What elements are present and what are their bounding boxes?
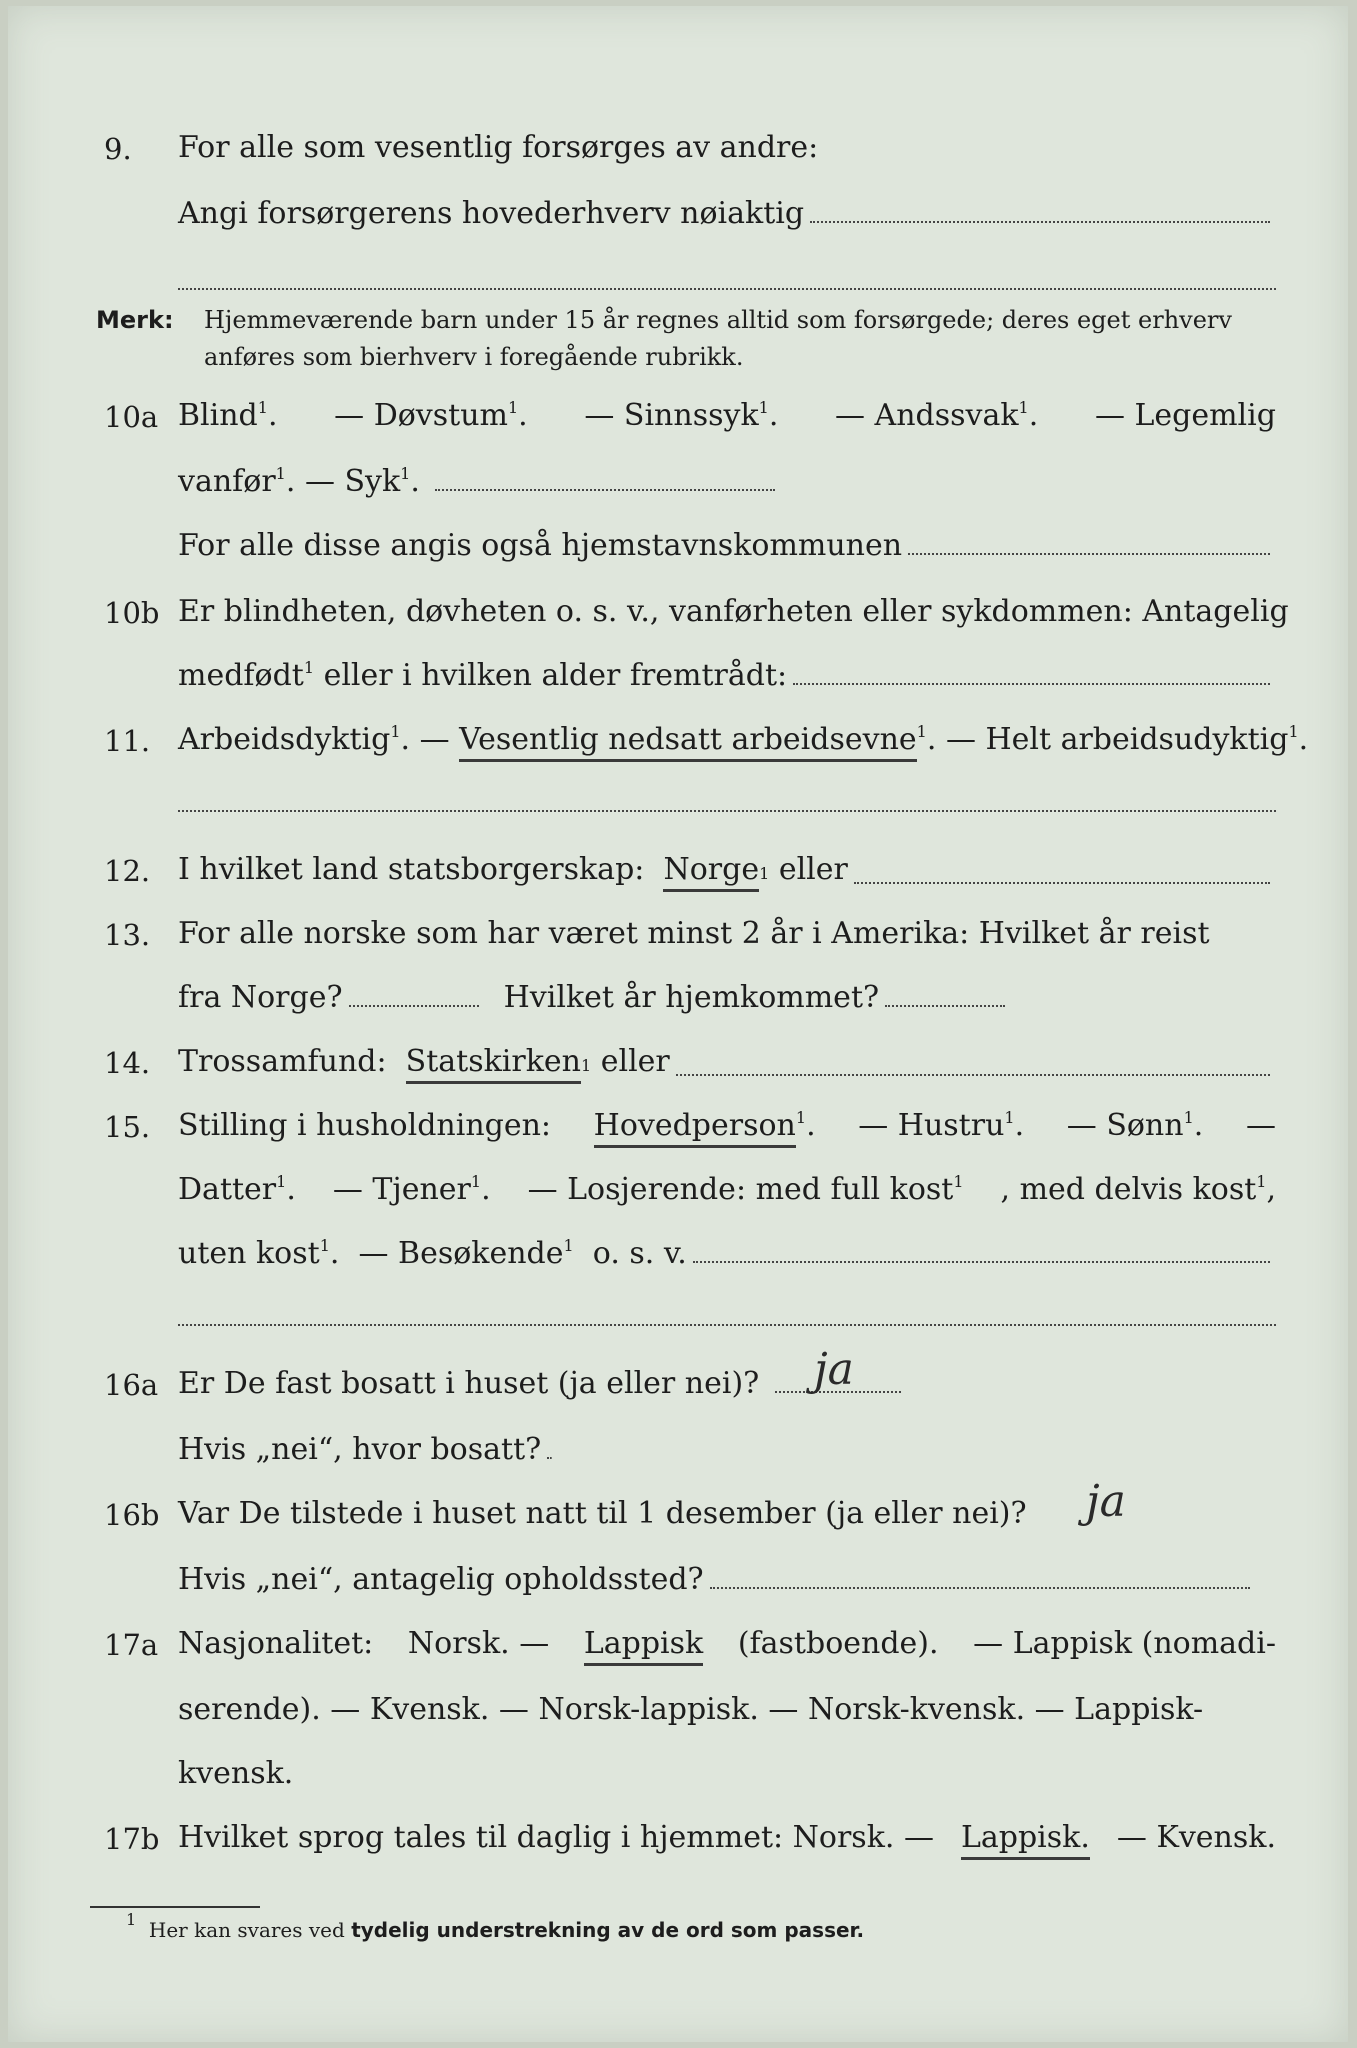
q11-dash: — — [419, 722, 460, 757]
q17a-number: 17a — [104, 1628, 159, 1662]
q10a-option-dovstum[interactable]: — Døvstum$^1$. — [334, 398, 528, 433]
q16b-line2 — [178, 1562, 1256, 1597]
q12-answer-blank[interactable] — [854, 882, 1270, 884]
census-form-page — [8, 6, 1348, 2042]
q15-text: Stilling i husholdningen: — [178, 1108, 552, 1143]
q12-eller: eller — [778, 852, 848, 887]
merk-line1: Hjemmeværende barn under 15 år regnes alltid som forsørgede; deres eget erhverv — [204, 306, 1232, 334]
q15-option-delvis-kost[interactable]: , med delvis kost$^1$, — [1000, 1172, 1276, 1207]
q10b-line2-text: eller i hvilken alder fremtrådt: — [323, 658, 788, 693]
q13-hjemkommet-blank[interactable] — [885, 1005, 1005, 1007]
q17b-number: 17b — [104, 1822, 160, 1856]
q14-answer-blank[interactable] — [676, 1074, 1270, 1076]
footnote-text: Her kan svares ved — [148, 1918, 345, 1942]
q13-reist-label: fra Norge? — [178, 980, 343, 1015]
q9-answer-blank[interactable] — [810, 221, 1270, 223]
q13-line2 — [178, 980, 1011, 1015]
q11-answer-blank[interactable] — [178, 810, 1276, 812]
q15-line3 — [178, 1236, 1276, 1271]
q17b-option-kvensk[interactable]: — Kvensk. — [1116, 1820, 1276, 1855]
q15-osv: o. s. v. — [592, 1236, 687, 1271]
q17b-line — [178, 1820, 1276, 1860]
q16a-line2 — [178, 1432, 558, 1467]
q15-dash: — — [1245, 1108, 1276, 1143]
q11-option-nedsatt[interactable]: Vesentlig nedsatt arbeidsevne — [459, 722, 917, 762]
q10a-line3-text: For alle disse angis også hjemstavnskommunen — [178, 528, 903, 563]
q16a-answer-handwritten[interactable]: ja — [814, 1344, 854, 1395]
q10a-option-andssvak[interactable]: — Andssvak$^1$. — [835, 398, 1039, 433]
q16a-followup-text: Hvis „nei“, hvor bosatt? — [178, 1432, 542, 1467]
q14-option-statskirken[interactable]: Statskirken — [406, 1044, 581, 1084]
q10a-option-syk[interactable]: — Syk$^1$. — [304, 464, 420, 499]
merk-label: Merk: — [96, 306, 174, 334]
q17a-text: Nasjonalitet: — [178, 1626, 374, 1661]
q14-line: Trossamfund: Statskirken 1 eller — [178, 1044, 1276, 1084]
q15-option-uten-kost[interactable]: uten kost$^1$. — [178, 1236, 340, 1271]
q12-text: I hvilket land statsborgerskap: — [178, 852, 645, 887]
q15-option-tjener[interactable]: — Tjener$^1$. — [332, 1172, 491, 1207]
q10a-line2 — [178, 464, 781, 499]
q10a-hometown-blank[interactable] — [908, 553, 1270, 555]
q10b-option-medfodt[interactable]: medfødt$^1$ — [178, 658, 315, 693]
q9-line2 — [178, 196, 1276, 231]
q15-option-sonn[interactable]: — Sønn$^1$. — [1066, 1108, 1204, 1143]
q15-option-datter[interactable]: Datter$^1$. — [178, 1172, 296, 1207]
q17a-line3[interactable]: kvensk. — [178, 1756, 294, 1791]
q17b-text: Hvilket sprog tales til daglig i hjemmet: Norsk. — — [178, 1820, 934, 1855]
q9-line1: For alle som vesentlig forsørges av andre: — [178, 130, 819, 165]
q16b-answer-handwritten[interactable]: ja — [1086, 1476, 1126, 1527]
q15-answer-blank-2[interactable] — [178, 1324, 1276, 1326]
footnote-bold-text: tydelig understrekning av de ord som passer. — [351, 1918, 865, 1942]
q9-number: 9. — [104, 132, 132, 166]
q11-line: Arbeidsdyktig$^1$. — Vesentlig nedsatt arbeidsevne$^1$. — Helt arbeidsudyktig$^1$. — [178, 722, 1276, 757]
q10a-answer-blank[interactable] — [435, 489, 775, 491]
q10a-line3 — [178, 528, 1276, 563]
q9-answer-blank-2[interactable] — [178, 288, 1276, 290]
q12-number: 12. — [104, 854, 151, 888]
q11-option-udyktig[interactable]: — Helt arbeidsudyktig$^1$. — [945, 722, 1309, 757]
q9-line2-text: Angi forsørgerens hovederhverv nøiaktig — [178, 196, 805, 231]
q17a-option-lappisk-nomadiserende[interactable]: — Lappisk (nomadi- — [973, 1626, 1276, 1661]
q16a-line1 — [178, 1344, 907, 1401]
q16b-followup-blank[interactable] — [710, 1587, 1250, 1589]
q13-reist-blank[interactable] — [349, 1005, 479, 1007]
footnote-mark: 1 — [126, 1910, 137, 1929]
q13-hjemkommet-label: Hvilket år hjemkommet? — [503, 980, 880, 1015]
q10b-number: 10b — [104, 596, 160, 630]
footnote — [126, 1910, 865, 1942]
q16a-followup-blank[interactable] — [547, 1457, 552, 1459]
q16b-followup-text: Hvis „nei“, antagelig opholdssted? — [178, 1562, 704, 1597]
q15-answer-blank[interactable] — [693, 1261, 1270, 1263]
q13-line1: For alle norske som har været minst 2 år i Amerika: Hvilket år reist — [178, 916, 1210, 951]
q15-option-hustru[interactable]: — Hustru$^1$. — [858, 1108, 1025, 1143]
q10a-number: 10a — [104, 400, 159, 434]
q17b-option-lappisk[interactable]: Lappisk. — [961, 1820, 1090, 1860]
q14-eller: eller — [600, 1044, 670, 1079]
footnote-rule — [90, 1906, 260, 1908]
q17a-option-lappisk[interactable]: Lappisk — [584, 1626, 703, 1666]
q10a-option-legemlig[interactable]: — Legemlig — [1094, 398, 1276, 433]
q10b-line1: Er blindheten, døvheten o. s. v., vanførheten eller sykdommen: Antagelig — [178, 594, 1289, 629]
q10a-option-vanfor[interactable]: vanfør$^1$. — [178, 464, 296, 499]
q15-option-besokende[interactable]: — Besøkende$^1$ — [358, 1236, 574, 1271]
q17a-fastboende: (fastboende). — [737, 1626, 939, 1661]
q16b-number: 16b — [104, 1498, 160, 1532]
q17a-line2[interactable]: serende). — Kvensk. — Norsk-lappisk. — Norsk-kvensk. — Lappisk- — [178, 1692, 1204, 1727]
merk-line2: anføres som bierhverv i foregående rubrikk. — [204, 343, 744, 371]
q14-number: 14. — [104, 1046, 151, 1080]
q10b-line2 — [178, 658, 1276, 693]
q12-option-norge[interactable]: Norge — [663, 852, 759, 892]
q13-number: 13. — [104, 918, 151, 952]
q17a-option-norsk[interactable]: Norsk. — — [407, 1626, 550, 1661]
q16b-text: Var De tilstede i huset natt til 1 desember (ja eller nei)? — [178, 1496, 1027, 1531]
q11-option-arbeidsdyktig[interactable]: Arbeidsdyktig$^1$. — [178, 722, 411, 757]
q15-line1 — [178, 1108, 1276, 1143]
q10a-option-sinnssyk[interactable]: — Sinnssyk$^1$. — [584, 398, 779, 433]
q10a-option-blind[interactable]: Blind$^1$. — [178, 398, 278, 433]
q12-line: I hvilket land statsborgerskap: Norge 1 eller — [178, 852, 1276, 892]
q15-option-full-kost[interactable]: — Losjerende: med full kost$^1$ — [527, 1172, 964, 1207]
q16b-line1 — [178, 1476, 1126, 1531]
q10b-answer-blank[interactable] — [793, 683, 1270, 685]
q16a-number: 16a — [104, 1368, 159, 1402]
q15-option-hovedperson[interactable]: Hovedperson$^1$. — [594, 1108, 816, 1143]
q10a-line1 — [178, 398, 1276, 433]
q11-number: 11. — [104, 724, 151, 758]
q16a-text: Er De fast bosatt i huset (ja eller nei)? — [178, 1366, 760, 1401]
q14-text: Trossamfund: — [178, 1044, 387, 1079]
q15-line2 — [178, 1172, 1276, 1207]
q15-number: 15. — [104, 1110, 151, 1144]
q17a-line1 — [178, 1626, 1276, 1666]
